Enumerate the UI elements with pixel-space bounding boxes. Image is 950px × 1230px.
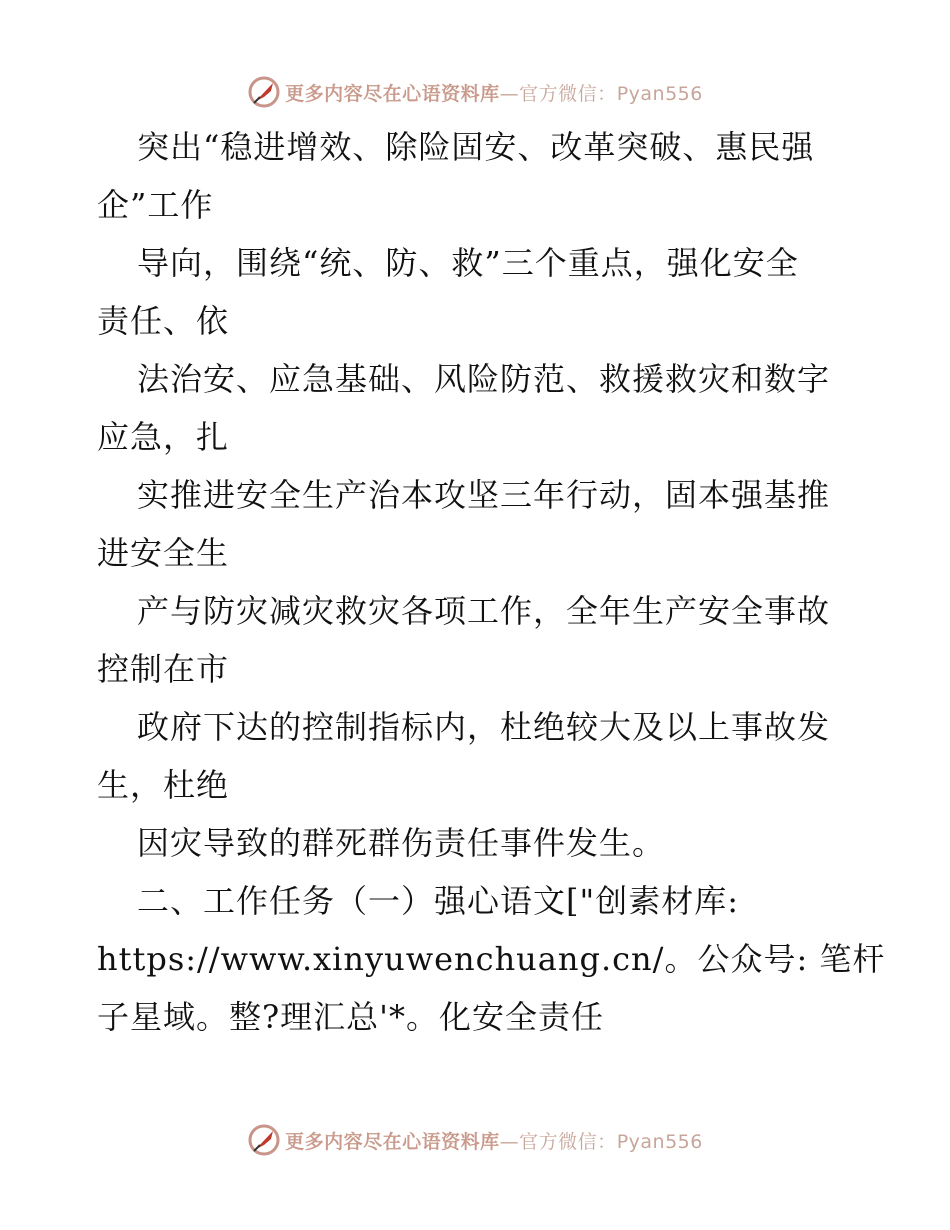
url-line: https://www.xinyuwenchuang.cn/。公众号: 笔杆: [97, 940, 886, 978]
text-line: 控制在市: [97, 650, 230, 688]
text-line: 导向，围绕“统、防、救”三个重点，强化安全: [137, 244, 799, 282]
watermark-text: 更多内容尽在心语资料库—官方微信：Pyan556: [285, 1130, 703, 1153]
watermark-text: 更多内容尽在心语资料库—官方微信：Pyan556: [285, 82, 703, 105]
text-line: 进安全生: [97, 534, 230, 572]
text-line: 生，杜绝: [97, 766, 230, 804]
text-line: 因灾导致的群死群伤责任事件发生。: [137, 824, 666, 862]
text-line: 企”工作: [97, 186, 214, 224]
footer-watermark: [0, 1120, 950, 1160]
text-line: 突出“稳进增效、除险固安、改革突破、惠民强: [137, 128, 815, 166]
document-body: [97, 118, 886, 1046]
text-line: 政府下达的控制指标内，杜绝较大及以上事故发: [137, 708, 831, 746]
text-line: 责任、依: [97, 302, 230, 340]
feather-logo-icon: [247, 1123, 281, 1157]
text-line: 应急，扎: [97, 418, 230, 456]
text-line: 法治安、应急基础、风险防范、救援救灾和数字: [137, 360, 831, 398]
text-line: 子星域。整?理汇总'*。化安全责任: [97, 998, 604, 1036]
feather-logo-icon: [247, 75, 281, 109]
header-watermark: [0, 72, 950, 112]
text-line: 产与防灾减灾救灾各项工作，全年生产安全事故: [137, 592, 831, 630]
text-line: 实推进安全生产治本攻坚三年行动，固本强基推: [137, 476, 831, 514]
section-heading-line: 二、工作任务（一）强心语文["创素材库:: [137, 882, 739, 920]
